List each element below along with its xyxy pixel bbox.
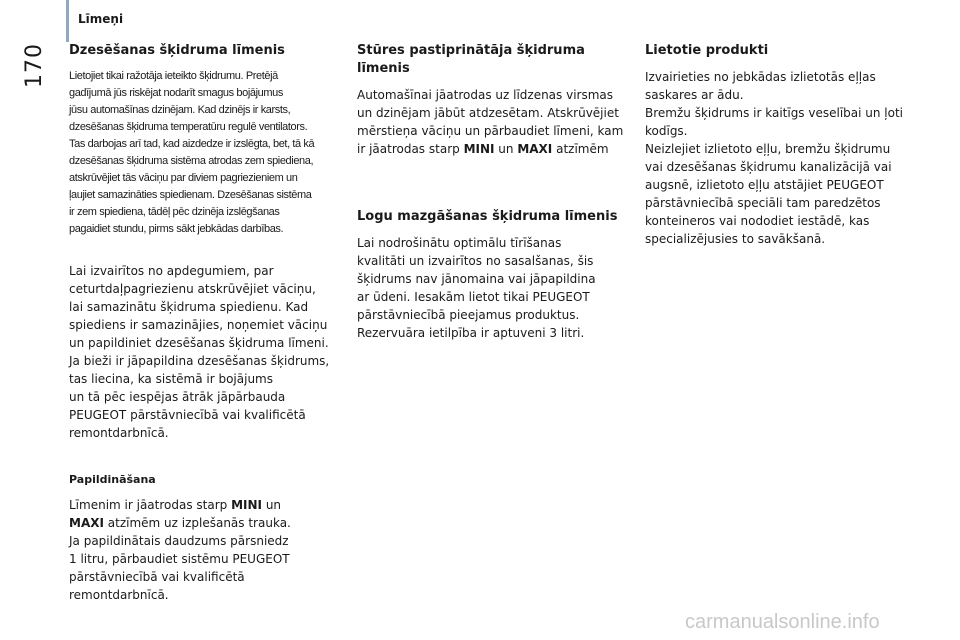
body-line: Rezervuāra ietilpība ir aptuveni 3 litri. (357, 326, 585, 340)
text-run: un (494, 142, 518, 156)
topping-up-line (69, 496, 344, 514)
body-line: Ja bieži ir jāpapildina dzesēšanas šķidrums, (69, 354, 330, 368)
text-run: un (262, 498, 282, 512)
body-line: PEUGEOT pārstāvniecībā vai kvalificētā (69, 408, 306, 422)
body-line: spiediens ir samazinājies, noņemiet vāciņu (69, 318, 328, 332)
mini-mark: MINI (231, 498, 263, 512)
text-run: ir jāatrodas starp (357, 142, 464, 156)
power-steering-heading: Stūres pastiprinātāja šķidruma līmenis (357, 43, 585, 76)
column-coolant (69, 42, 344, 604)
maxi-mark: MAXI (69, 516, 104, 530)
body-line: mērstieņa vāciņu un pārbaudiet līmeni, kam (357, 124, 624, 138)
body-line: konteineros vai nododiet iestādē, kas (645, 214, 870, 228)
warning-line: Lietojiet tikai ražotāja ieteikto šķidrumu. Pretējā (69, 70, 278, 82)
body-line: šķidrums nav jānomaina vai jāpapildina (357, 272, 596, 286)
body-line: lai samazinātu šķidruma spiedienu. Kad (69, 300, 309, 314)
warning-line: jūsu automašīnas dzinējam. Kad dzinējs ir karsts, (69, 104, 291, 116)
coolant-heading: Dzesēšanas šķidruma līmenis (69, 43, 285, 58)
body-line: Lai izvairītos no apdegumiem, par (69, 264, 274, 278)
topping-up-line: 1 litru, pārbaudiet sistēmu PEUGEOT (69, 552, 290, 566)
column-fluids (357, 42, 627, 342)
warning-line: ļaujiet samazināties spiedienam. Dzesēšanas sistēma (69, 189, 312, 201)
body-line: un tā pēc iespējas ātrāk jāpārbauda (69, 390, 286, 404)
watermark: carmanualsonline.info (685, 611, 880, 633)
topping-up-line: remontdarbnīcā. (69, 588, 169, 602)
page-number: 170 (22, 43, 47, 88)
body-line: vai dzesēšanas šķidrumu kanalizācijā vai (645, 160, 892, 174)
text-run: atzīmēm uz izplešanās trauka. (103, 516, 291, 530)
body-line: augsnē, izlietoto eļļu atstājiet PEUGEOT (645, 178, 884, 192)
section-title: Līmeņi (78, 12, 124, 26)
mini-mark: MINI (463, 142, 495, 156)
body-line: ceturtdaļpagriezienu atskrūvējiet vāciņu, (69, 282, 316, 296)
header-accent-bar (66, 0, 69, 42)
topping-up-line: pārstāvniecībā vai kvalificētā (69, 570, 245, 584)
body-line: un papildiniet dzesēšanas šķidruma līmeni. (69, 336, 329, 350)
body-line: pārstāvniecībā pieejamus produktus. (357, 308, 580, 322)
topping-up-line: Ja papildinātais daudzums pārsniedz (69, 534, 289, 548)
coolant-body (69, 262, 344, 442)
body-line: Lai nodrošinātu optimālu tīrīšanas (357, 236, 562, 250)
coolant-warning (69, 68, 344, 238)
body-line: un dzinējam jābūt atdzesētam. Atskrūvējiet (357, 106, 619, 120)
warning-line: pagaidiet stundu, pirms sākt jebkādas darbības. (69, 223, 284, 235)
body-line: Izvairieties no jebkādas izlietotās eļļas (645, 70, 876, 84)
warning-line: dzesēšanas šķidruma temperatūru regulē ventilators. (69, 121, 308, 133)
body-line: Bremžu šķidrums ir kaitīgs veselībai un ļoti (645, 106, 904, 120)
column-used-products (645, 42, 915, 248)
body-line: tas liecina, ka sistēmā ir bojājums (69, 372, 273, 386)
warning-line: dzesēšanas šķidruma sistēma atrodas zem spiediena, (69, 155, 314, 167)
warning-line: atskrūvējiet tās vāciņu par diviem pagriezieniem un (69, 172, 298, 184)
body-line: kodīgs. (645, 124, 688, 138)
body-line: kvalitāti un izvairītos no sasalšanas, šis (357, 254, 594, 268)
maxi-mark: MAXI (517, 142, 553, 156)
washer-fluid-heading: Logu mazgāšanas šķidruma līmenis (357, 209, 618, 224)
body-line: remontdarbnīcā. (69, 426, 169, 440)
body-line: specializējusies to savākšanā. (645, 232, 826, 246)
warning-line: gadījumā jūs riskējat nodarīt smagus bojājumus (69, 87, 283, 99)
body-line: pārstāvniecībā speciāli tam paredzētos (645, 196, 881, 210)
body-line: saskares ar ādu. (645, 88, 744, 102)
warning-line: ir zem spiediena, tādēļ pēc dzinēja izslēgšanas (69, 206, 280, 218)
text-run: atzīmēm (552, 142, 609, 156)
body-line: ar ūdeni. Iesakām lietot tikai PEUGEOT (357, 290, 590, 304)
topping-up-line (69, 514, 344, 532)
used-products-heading: Lietotie produkti (645, 43, 769, 58)
body-line: Neizlejiet izlietoto eļļu, bremžu šķidrumu (645, 142, 891, 156)
warning-line: Tas darbojas arī tad, kad aizdedze ir izslēgta, bet, tā kā (69, 138, 315, 150)
topping-up-heading: Papildināšana (69, 473, 156, 486)
body-line (357, 140, 627, 158)
text-run: Līmenim ir jāatrodas starp (69, 498, 232, 512)
body-line: Automašīnai jāatrodas uz līdzenas virsmas (357, 88, 614, 102)
